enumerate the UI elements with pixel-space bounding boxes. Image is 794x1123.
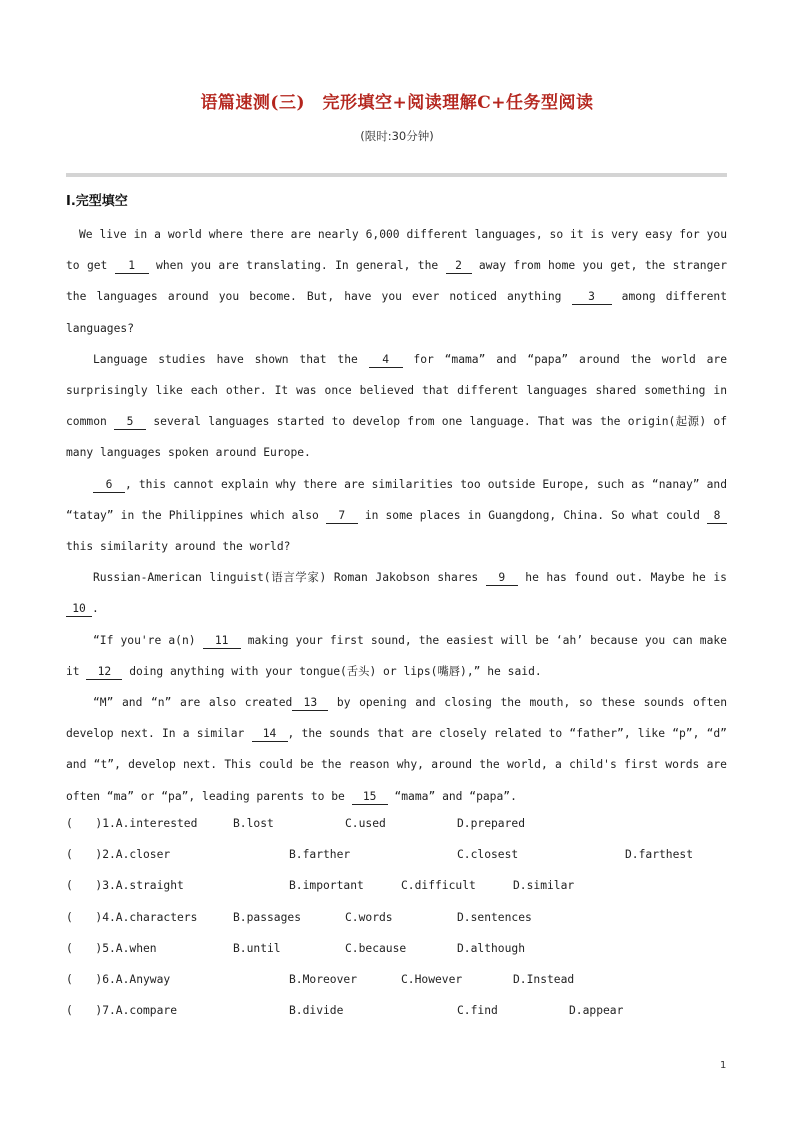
paragraph-3 [66, 469, 727, 563]
option-c: C.because [345, 941, 407, 955]
blank-10: 10 [66, 602, 92, 617]
section-heading: Ⅰ.完型填空 [66, 194, 128, 209]
option-row-2 [66, 843, 727, 874]
question-number: ( )1.A.interested [66, 817, 198, 830]
option-b: B.divide [289, 1004, 344, 1018]
text: in some places in Guangdong, China. So what could [357, 508, 707, 522]
text: , the sounds that are closely related to “father”, like “p”, “d” and “t”, develop next. This could be the reason why, around the world, a child's first words are often “ma” or “pa”, leading parents to be [66, 727, 727, 803]
page-number: 1 [720, 1060, 727, 1071]
cloze-passage [66, 219, 727, 812]
option-d: D.Instead [513, 972, 575, 986]
question-number: ( )6.A.Anyway [66, 972, 171, 986]
text: We live in a world where there are nearly 6,000 different languages, so it is very easy for you to get [66, 228, 727, 273]
text: Russian-American linguist(语言学家) Roman Jakobson shares [93, 571, 486, 585]
option-b: B.Moreover [289, 972, 358, 986]
option-c: C.However [401, 972, 463, 986]
text: . [92, 602, 99, 616]
option-d: D.similar [513, 879, 575, 893]
option-b: B.until [233, 941, 281, 955]
option-b: B.important [289, 879, 364, 893]
time-limit: (限时:30分钟) [360, 129, 434, 143]
question-number: ( )5.A.when [66, 941, 157, 955]
blank-14: 14 [252, 727, 288, 742]
text: when you are translating. In general, the [148, 259, 446, 273]
option-b: B.farther [289, 848, 351, 862]
text: doing anything with your tongue(舌头) or lips(嘴唇),” he said. [122, 664, 542, 678]
option-row-7 [66, 999, 727, 1030]
blank-4: 4 [369, 353, 403, 368]
paragraph-5 [66, 625, 727, 687]
page-title: 语篇速测(三) 完形填空+阅读理解C+任务型阅读 [200, 93, 594, 113]
blank-3: 3 [572, 290, 612, 305]
paragraph-6 [66, 687, 727, 812]
text: “If you're a(n) [93, 633, 203, 647]
blank-2: 2 [446, 259, 472, 274]
text: , this cannot explain why there are similarities too outside Europe, such as “nanay” and “tatay” in the Philippines which also [66, 477, 727, 522]
option-row-6 [66, 968, 727, 999]
answer-options [66, 812, 727, 1030]
blank-9: 9 [486, 571, 518, 586]
text: he has found out. Maybe he is [517, 571, 727, 585]
option-c: C.used [345, 817, 386, 830]
text: by opening and closing the mouth, so these sounds often develop next. In a similar [66, 696, 728, 741]
blank-13: 13 [292, 696, 328, 711]
option-d: D.prepared [457, 817, 526, 830]
paragraph-4 [66, 562, 727, 624]
text: “mama” and “papa”. [387, 789, 517, 803]
option-row-1 [66, 812, 727, 843]
text: among different languages? [66, 290, 727, 335]
question-number: ( )4.A.characters [66, 910, 198, 924]
text: “M” and “n” are also created [93, 696, 293, 710]
option-b: B.lost [233, 817, 274, 830]
option-row-3 [66, 874, 727, 905]
divider [66, 173, 727, 177]
blank-1: 1 [115, 259, 149, 274]
question-number: ( )2.A.closer [66, 848, 171, 862]
option-row-4 [66, 906, 727, 937]
option-row-5 [66, 937, 727, 968]
blank-6: 6 [93, 478, 125, 493]
option-c: C.difficult [401, 879, 476, 893]
blank-8: 8 [707, 509, 727, 524]
blank-12: 12 [86, 665, 122, 680]
option-d: D.farthest [625, 848, 694, 862]
option-c: C.words [345, 910, 393, 924]
text: several languages started to develop from one language. That was the origin(起源) of many languages spoken around Europe. [66, 415, 728, 460]
text: this similarity around the world? [66, 540, 291, 554]
text: Language studies have shown that the [93, 352, 369, 366]
paragraph-2 [66, 344, 727, 469]
text: away from home you get, the stranger the languages around you become. But, have you ever noticed anything [66, 259, 727, 304]
option-c: C.find [457, 1004, 498, 1018]
option-d: D.sentences [457, 910, 532, 924]
question-number: ( )3.A.straight [66, 879, 184, 893]
blank-11: 11 [203, 634, 241, 649]
option-d: D.although [457, 941, 526, 955]
blank-5: 5 [114, 415, 146, 430]
option-c: C.closest [457, 848, 519, 862]
question-number: ( )7.A.compare [66, 1004, 178, 1018]
option-b: B.passages [233, 910, 302, 924]
paragraph-1 [66, 219, 727, 344]
option-d: D.appear [569, 1004, 624, 1018]
text: making your first sound, the easiest will be ‘ah’ because you can make it [66, 633, 727, 678]
blank-7: 7 [326, 509, 358, 524]
blank-15: 15 [352, 790, 388, 805]
text: for “mama” and “papa” around the world are surprisingly like each other. It was once believed that different languages shared something in common [66, 352, 727, 429]
